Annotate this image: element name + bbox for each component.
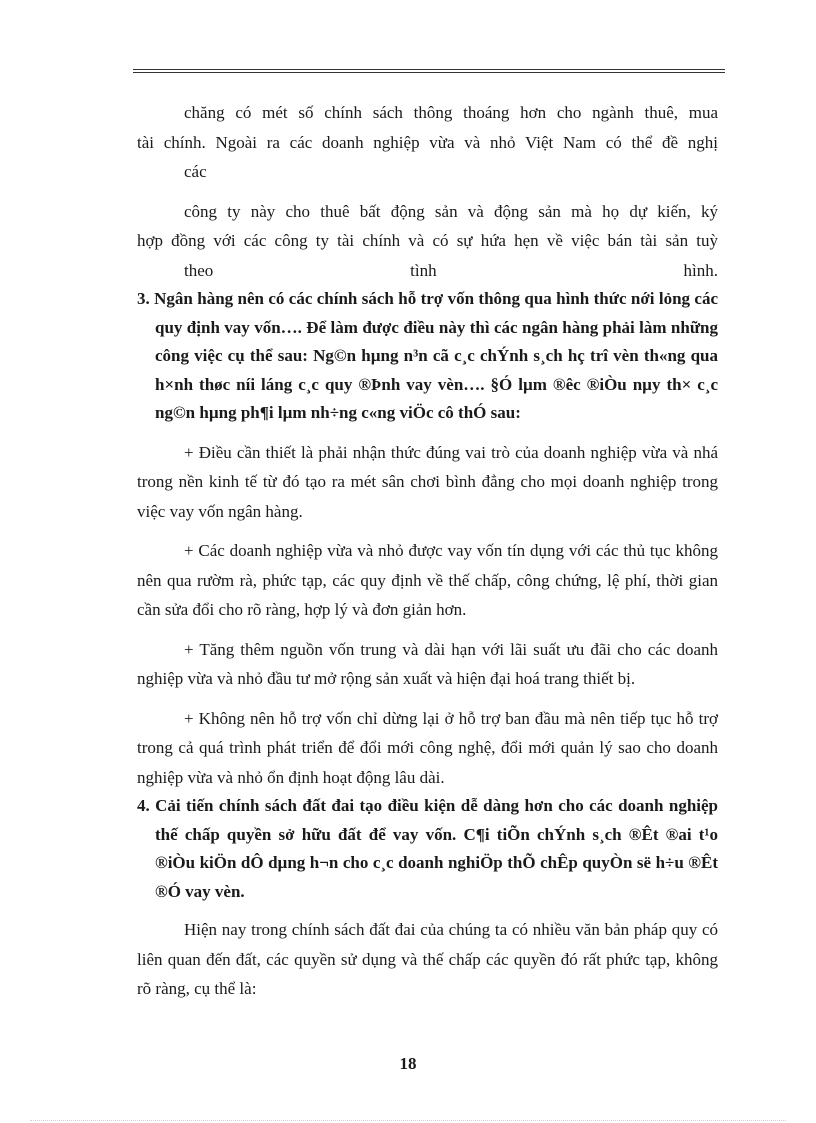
bullet-item: + Các doanh nghiệp vừa và nhỏ được vay vốn tín dụng với các thủ tục không nên qua rườm rà, phức tạp, các quy định về thế chấp, công chứng, lệ phí, thời gian cần sửa đổi cho rõ ràng, hợp lý và đơn giản hơn. xyxy=(137,541,718,619)
page-body xyxy=(137,98,718,1004)
bullet-item: + Không nên hỗ trợ vốn chỉ dừng lại ở hỗ trợ ban đầu mà nên tiếp tục hỗ trợ trong cả quá trình phát triển để đổi mới công nghệ, đổi mới quản lý sao cho doanh nghiệp vừa và nhỏ ổn định hoạt động lâu dài. xyxy=(137,708,718,787)
word: tình xyxy=(410,260,437,280)
section-heading-3 xyxy=(137,285,718,428)
header-rule-top xyxy=(133,69,725,70)
heading-garbled-text: C¶i tiÕn chÝnh s¸ch ®Êt ®ai t¹o ®iÒu kiÖn dÔ dµng h¬n cho c¸c doanh nghiÖp thÕ chÊp quyÒn së h÷u ®Êt ®Ó vay vèn. xyxy=(155,824,719,901)
paragraph-land-policy: Hiện nay trong chính sách đất đai của chúng ta có nhiều văn bản pháp quy có liên quan đến đất, các quyền sử dụng và thế chấp các quyền đó rất phức tạp, không rõ ràng, cụ thể là: xyxy=(137,920,718,998)
text-line-spread xyxy=(137,256,718,286)
word: hình. xyxy=(683,260,718,280)
bullet-item: + Tăng thêm nguồn vốn trung và dài hạn với lãi suất ưu đãi cho các doanh nghiệp vừa và nhỏ đầu tư mở rộng sản xuất và hiện đại hoá trang thiết bị. xyxy=(137,639,718,688)
heading-text: 3. Ngân hàng nên có các chính sách hỗ trợ vốn thông qua hình thức nới lỏng các quy định vay vốn…. Để làm được điều này thì các ngân hàng phải làm những công việc cụ thể sau: xyxy=(137,289,718,365)
paragraph-continuation xyxy=(137,98,718,187)
text-line: công ty này cho thuê bất động sản và động sản mà họ dự kiến, ký xyxy=(184,201,718,221)
text-line: chăng có mét số chính sách thông thoáng hơn cho ngành thuê, mua xyxy=(184,103,718,122)
footer-dotted-rule xyxy=(30,1120,786,1121)
page-number: 18 xyxy=(399,1054,417,1073)
bullet-item: + Điều cần thiết là phải nhận thức đúng vai trò của doanh nghiệp vừa và nhá trong nền kinh tế từ đó tạo ra mét sân chơi bình đẳng cho mọi doanh nghiệp trong việc vay vốn ngân hàng. xyxy=(137,442,718,521)
paragraph-leasing xyxy=(137,197,718,286)
text-line: hợp đồng với các công ty tài chính và có sự hứa hẹn về việc bán tài sản tuỳ xyxy=(137,231,718,250)
section-heading-4 xyxy=(137,792,718,906)
word: theo xyxy=(184,260,214,280)
heading-garbled-text: Ng©n hµng n³n cã c¸c chÝnh s¸ch hç trî vèn th«ng qua h×nh thøc níi láng c¸c quy ®Þnh vay vèn…. §Ó lµm ®êc ®iÒu nµy th× c¸c ng©n hµng ph¶i lµm nh÷ng c«ng viÖc cô thÓ sau: xyxy=(155,346,718,422)
text-line: tài chính. Ngoài ra các doanh nghiệp vừa và nhỏ Việt Nam có thể đề nghị xyxy=(137,132,718,152)
header-rule-bottom xyxy=(133,72,725,73)
heading-text: 4. Cải tiến chính sách đất đai tạo điều kiện dễ dàng hơn cho các doanh nghiệp thế chấp quyền sở hữu đất để vay vốn. xyxy=(137,796,718,844)
text-line: các xyxy=(184,162,207,181)
